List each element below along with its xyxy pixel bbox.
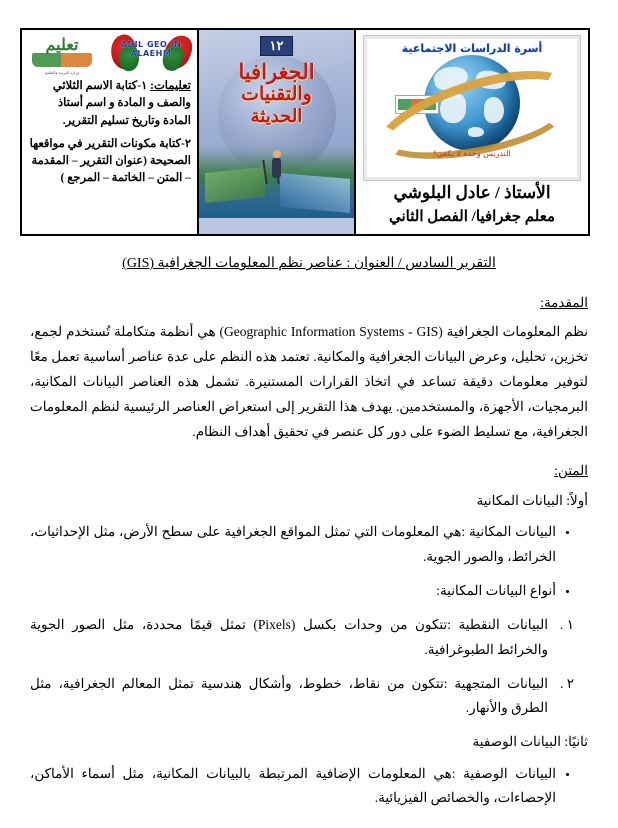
report-title [30,252,588,277]
document-page [0,28,618,828]
list-marker: ٢ . [559,675,574,691]
intro-heading: المقدمة: [540,294,588,310]
report-title-text: التقرير السادس / العنوان : عناصر نظم المعلومات الجغرافية (GIS) [122,256,496,272]
book-cover-image [199,30,354,218]
globe-illustration [369,51,575,155]
instructions-label: تعليمات: [150,80,191,92]
list-item-text: البيانات المتجهية :تتكون من نقاط، خطوط، وأشكال هندسية تمثل المعالم الجغرافية، مثل الطرق والأنهار. [30,675,548,716]
list-item [30,672,574,721]
ministry-name: وزارة التربية والتعليم [44,70,80,75]
adil-geo-logo-icon [109,33,193,75]
intro-paragraph: نظم المعلومات الجغرافية (Geographic Information Systems - GIS) هي أنظمة متكاملة تُستخدم لجمع، تخزين، تحليل، وعرض البيانات الجغرافية والمكانية. تعتمد هذه النظم على عدة عناصر أساسية تعمل معًا لتوفير معلومات دقيقة تساعد في اتخاذ القرارات المستنيرة. تشمل هذه العناصر البيانات المكانية، البرمجيات، الأجهزة، والمستخدمين. يهدف هذا التقرير إلى استعراض العناصر الرئيسية لنظم المعلومات الجغرافية، مع تسليط الضوء على دور كل عنصر في تحقيق أهداف النظام. [30,324,589,440]
header-cell-emblem [355,29,589,235]
instruction-logos [22,30,197,76]
cover-title [205,60,348,127]
emblem-title: أسرة الدراسات الاجتماعية [401,42,543,55]
list-marker: ١ . [559,617,574,633]
section-2-bullet-list [30,762,588,811]
list-item [30,613,574,662]
surveyor-figure-icon [264,148,290,188]
section-1-label: أولاً: البيانات المكانية [476,492,588,508]
header-row [21,29,589,235]
section-2-label: ثانيًا: البيانات الوصفية [472,734,588,750]
header-cell-cover [198,29,355,235]
instruction-item-1-text: ١-كتابة الاسم الثلاثي والصف و المادة و اسم أستاذ المادة وتاريخ تسليم التقرير. [52,80,191,127]
list-item: • البيانات الوصفية :هي المعلومات الإضافية المرتبطة بالبيانات المكانية، مثل أسماء الأماكن، الإحصاءات، والخصائص الفيزيائية. [30,762,556,811]
body-heading: المتن: [554,463,588,479]
teacher-role: معلم جغرافيا/ الفصل الثاني [388,208,556,225]
header-table [20,28,590,236]
list-item-text: البيانات النقطية :تتكون من وحدات بكسل (Pixels) تمثل قيمًا محددة، مثل الصور الجوية والخرائط الطبوغرافية. [30,617,548,657]
adil-logo-text: ADIL GEO IN ALAEHM [120,40,182,59]
open-book-icon [32,53,92,67]
instruction-item-1 [28,78,191,130]
list-item: • البيانات المكانية :هي المعلومات التي تمثل المواقع الجغرافية على سطح الأرض، مثل الإحداثيات، الخرائط، والصور الجوية. [30,520,556,569]
cover-title-line1: الجغرافيا [238,60,315,84]
emblem-wrap [356,30,588,234]
section-1-bullet-list [30,520,588,603]
instruction-item-2: ٢-كتابة مكونات التقرير في مواقعها الصحيحة (عنوان التقرير – المقدمة – المتن – الخاتمة – المرجع ) [29,137,191,185]
cover-title-line2: والتقنيات [241,84,312,106]
emblem-frame [364,36,580,180]
taleem-logo-text: تعليم [45,37,79,54]
instructions-body [22,76,197,200]
cover-title-line3: الحديثة [250,105,303,126]
list-item: • أنواع البيانات المكانية: [30,579,556,603]
section-1-numbered-list [30,613,588,720]
header-cell-instructions [21,29,198,235]
teacher-name: الأستاذ / عادل البلوشي [393,183,551,202]
grade-badge: ١٢ [260,36,294,56]
emblem-subtitle: التدريس وحده لا يكفي! [433,149,511,159]
document-body [0,236,618,811]
ministry-education-logo-icon [26,33,98,75]
